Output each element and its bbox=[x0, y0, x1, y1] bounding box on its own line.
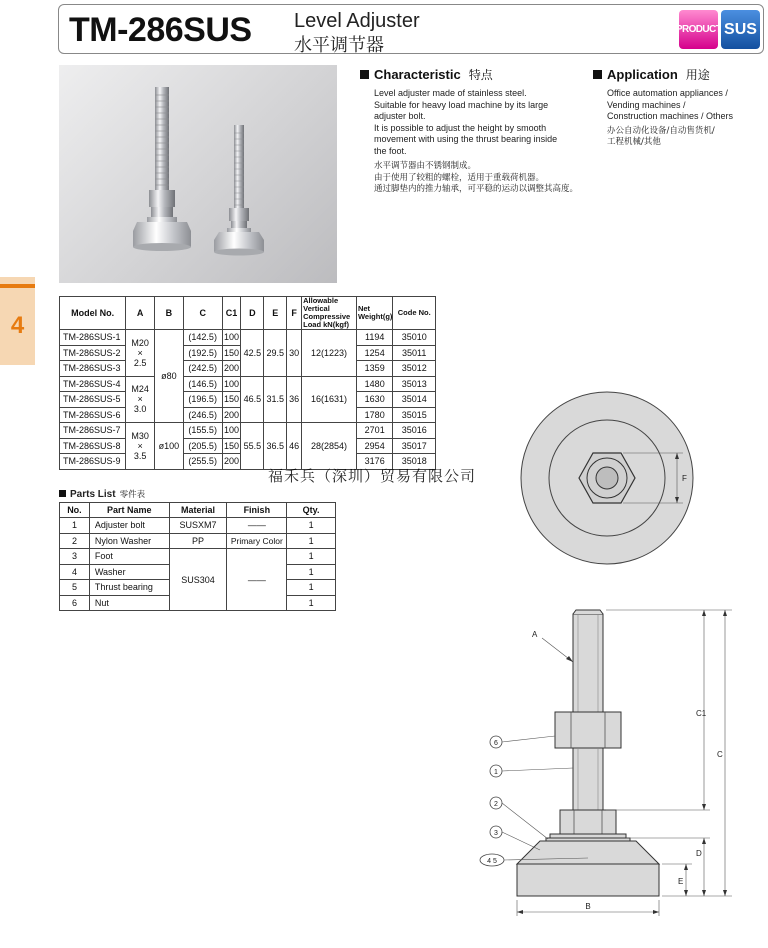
cell-c: (242.5) bbox=[183, 361, 222, 377]
table-row bbox=[60, 330, 436, 346]
characteristic-heading bbox=[360, 66, 493, 83]
col-a: A bbox=[126, 297, 155, 330]
cell-code: 35013 bbox=[393, 376, 436, 392]
col-load-line: Load kN(kgf) bbox=[303, 320, 349, 329]
cell-d: 46.5 bbox=[241, 376, 264, 423]
characteristic-line-cn: 由于使用了较粗的螺栓，适用于重载荷机器。 bbox=[374, 172, 545, 183]
cell-d: 42.5 bbox=[241, 330, 264, 377]
table-row bbox=[60, 533, 336, 549]
cell-c: (196.5) bbox=[183, 392, 222, 408]
cell-part-name: Adjuster bolt bbox=[89, 518, 169, 534]
cell-weight: 1480 bbox=[356, 376, 392, 392]
characteristic-heading-text: Characteristic bbox=[374, 67, 461, 82]
parts-header-row bbox=[60, 503, 336, 518]
cell-c: (246.5) bbox=[183, 407, 222, 423]
cell-weight: 1194 bbox=[356, 330, 392, 346]
watermark-text: 福禾兵（深圳）贸易有限公司 bbox=[268, 467, 477, 485]
characteristic-body bbox=[374, 88, 594, 196]
cell-d: 55.5 bbox=[241, 423, 264, 470]
product-badge: PRODUCT bbox=[679, 10, 718, 49]
cell-c: (205.5) bbox=[183, 438, 222, 454]
arrow-icon bbox=[566, 656, 573, 662]
col-weight-line: Weight(g) bbox=[357, 312, 393, 321]
bolt-chamfer bbox=[573, 610, 603, 614]
characteristic-line: adjuster bolt. bbox=[374, 111, 426, 121]
spec-header-row bbox=[60, 297, 436, 330]
application-heading bbox=[593, 66, 710, 83]
bullet-square-icon bbox=[593, 70, 602, 79]
cell-weight: 1359 bbox=[356, 361, 392, 377]
cell-part-name: Washer bbox=[89, 564, 169, 580]
characteristic-line: the foot. bbox=[374, 145, 407, 156]
callout-3-label: 3 bbox=[494, 830, 498, 837]
model-number: TM-286SUS bbox=[69, 11, 252, 49]
characteristic-line: Level adjuster made of stainless steel. bbox=[374, 88, 527, 98]
cell-a bbox=[126, 423, 155, 470]
bullet-square-icon bbox=[360, 70, 369, 79]
cell-weight: 1254 bbox=[356, 345, 392, 361]
cell-a-line: × bbox=[137, 440, 143, 451]
cell-f: 30 bbox=[287, 330, 302, 377]
cell-a-line: × bbox=[137, 394, 143, 405]
cell-model: TM-286SUS-6 bbox=[60, 407, 126, 423]
table-row bbox=[60, 423, 436, 439]
cell-weight: 2954 bbox=[356, 438, 392, 454]
cell-material: SUS304 bbox=[169, 549, 227, 611]
cell-model: TM-286SUS-2 bbox=[60, 345, 126, 361]
lower-nut-shape bbox=[560, 810, 616, 834]
arrow-up-icon bbox=[702, 838, 706, 844]
cell-model: TM-286SUS-9 bbox=[60, 454, 126, 470]
cell-qty: 1 bbox=[287, 533, 336, 549]
arrow-down-icon bbox=[684, 890, 688, 896]
col-load bbox=[302, 297, 357, 330]
col-load-line: Compressive bbox=[303, 312, 351, 321]
parts-table bbox=[59, 502, 336, 611]
cell-load: 12(1223) bbox=[302, 330, 357, 377]
parts-list-title-text: Parts List bbox=[70, 489, 116, 500]
cell-c1: 150 bbox=[222, 345, 241, 361]
cell-code: 35016 bbox=[393, 423, 436, 439]
arrow-right-icon bbox=[653, 910, 659, 914]
application-line-cn: 办公自动化设备/自动售货机/ bbox=[607, 125, 715, 136]
arrow-up-icon bbox=[723, 610, 727, 616]
cell-no: 2 bbox=[60, 533, 90, 549]
cell-f: 46 bbox=[287, 423, 302, 470]
table-row bbox=[60, 376, 436, 392]
dim-c1-label: C1 bbox=[696, 709, 707, 718]
cell-code: 35015 bbox=[393, 407, 436, 423]
leader-2 bbox=[502, 803, 548, 839]
cell-model: TM-286SUS-7 bbox=[60, 423, 126, 439]
col-no: No. bbox=[60, 503, 90, 518]
cell-c1: 100 bbox=[222, 423, 241, 439]
cell-part-name: Thrust bearing bbox=[89, 580, 169, 596]
callout-6-label: 6 bbox=[494, 740, 498, 747]
cell-c: (192.5) bbox=[183, 345, 222, 361]
cell-weight: 2701 bbox=[356, 423, 392, 439]
cell-no: 1 bbox=[60, 518, 90, 534]
application-body bbox=[607, 88, 767, 149]
cell-code: 35011 bbox=[393, 345, 436, 361]
dim-f-label: F bbox=[682, 474, 687, 483]
upper-nut-shape bbox=[555, 712, 621, 748]
parts-list-title-cn: 零件表 bbox=[119, 490, 146, 500]
cell-c1: 200 bbox=[222, 407, 241, 423]
col-d: D bbox=[241, 297, 264, 330]
cell-material: PP bbox=[169, 533, 227, 549]
arrow-down-icon bbox=[702, 890, 706, 896]
cell-finish: Primary Color bbox=[227, 533, 287, 549]
cell-c1: 200 bbox=[222, 454, 241, 470]
cell-no: 4 bbox=[60, 564, 90, 580]
cell-a bbox=[126, 330, 155, 377]
bullet-square-icon bbox=[59, 490, 66, 497]
cell-code: 35010 bbox=[393, 330, 436, 346]
cell-a-line: M30 bbox=[131, 430, 149, 441]
washer-shape bbox=[550, 834, 626, 838]
characteristic-line: It is possible to adjust the height by smooth bbox=[374, 122, 547, 133]
cell-model: TM-286SUS-4 bbox=[60, 376, 126, 392]
characteristic-line-cn: 通过脚垫内的推力轴承，可平稳的运动以调整其高度。 bbox=[374, 184, 579, 194]
cell-f: 36 bbox=[287, 376, 302, 423]
cell-c1: 150 bbox=[222, 392, 241, 408]
cell-qty: 1 bbox=[287, 580, 336, 596]
arrow-down-icon bbox=[702, 804, 706, 810]
cell-code: 35017 bbox=[393, 438, 436, 454]
col-code: Code No. bbox=[393, 297, 436, 330]
leader-6 bbox=[502, 736, 555, 742]
characteristic-line: movement with using the thrust bearing inside bbox=[374, 134, 558, 144]
col-part-name: Part Name bbox=[89, 503, 169, 518]
cell-c: (146.5) bbox=[183, 376, 222, 392]
col-finish: Finish bbox=[227, 503, 287, 518]
dim-b-label: B bbox=[585, 902, 591, 911]
dim-c-label: C bbox=[717, 750, 723, 759]
bolt-circle bbox=[596, 467, 618, 489]
dim-a-label: A bbox=[532, 630, 538, 639]
top-view-drawing bbox=[505, 390, 705, 580]
cell-b: ø80 bbox=[155, 330, 184, 423]
chapter-tab-bar bbox=[0, 284, 35, 288]
application-heading-text: Application bbox=[607, 67, 678, 82]
cell-a-line: 2.5 bbox=[133, 357, 147, 368]
col-load-line: Vertical bbox=[303, 304, 330, 313]
col-qty: Qty. bbox=[287, 503, 336, 518]
cell-c: (155.5) bbox=[183, 423, 222, 439]
cell-no: 6 bbox=[60, 595, 90, 611]
col-c1: C1 bbox=[222, 297, 241, 330]
arrow-up-icon bbox=[684, 864, 688, 870]
characteristic-heading-cn: 特点 bbox=[468, 68, 493, 82]
chapter-number: 4 bbox=[10, 312, 25, 339]
cell-weight: 3176 bbox=[356, 454, 392, 470]
arrow-down-icon bbox=[723, 890, 727, 896]
cell-qty: 1 bbox=[287, 518, 336, 534]
cell-a-line: × bbox=[137, 347, 143, 358]
sus-badge: SUS bbox=[721, 10, 760, 49]
cell-c1: 150 bbox=[222, 438, 241, 454]
side-view-drawing bbox=[470, 600, 768, 930]
cell-qty: 1 bbox=[287, 595, 336, 611]
col-weight bbox=[356, 297, 392, 330]
cell-model: TM-286SUS-8 bbox=[60, 438, 126, 454]
cell-c1: 100 bbox=[222, 330, 241, 346]
leader-1 bbox=[502, 768, 573, 771]
characteristic-line: Suitable for heavy load machine by its large bbox=[374, 99, 549, 110]
callout-1-label: 1 bbox=[494, 769, 498, 776]
cell-part-name: Nut bbox=[89, 595, 169, 611]
col-weight-line: Net bbox=[357, 304, 371, 313]
cell-model: TM-286SUS-3 bbox=[60, 361, 126, 377]
characteristic-line-cn: 水平调节器由不锈钢制成。 bbox=[374, 161, 477, 171]
col-model: Model No. bbox=[60, 297, 126, 330]
title-english: Level Adjuster bbox=[294, 10, 420, 32]
cell-e: 29.5 bbox=[264, 330, 287, 377]
foot-cone-shape bbox=[517, 841, 659, 864]
cell-e: 36.5 bbox=[264, 423, 287, 470]
product-photo bbox=[59, 65, 337, 283]
cell-c: (255.5) bbox=[183, 454, 222, 470]
cell-a-line: M20 bbox=[131, 337, 149, 348]
cell-a bbox=[126, 376, 155, 423]
callout-2-label: 2 bbox=[494, 801, 498, 808]
bolt-shape bbox=[573, 614, 603, 712]
cell-a-line: M24 bbox=[131, 384, 149, 395]
cell-part-name: Nylon Washer bbox=[89, 533, 169, 549]
cell-qty: 1 bbox=[287, 549, 336, 565]
cell-qty: 1 bbox=[287, 564, 336, 580]
col-c: C bbox=[183, 297, 222, 330]
cell-model: TM-286SUS-1 bbox=[60, 330, 126, 346]
cell-weight: 1630 bbox=[356, 392, 392, 408]
col-material: Material bbox=[169, 503, 227, 518]
dim-d-label: D bbox=[696, 849, 702, 858]
cell-code: 35014 bbox=[393, 392, 436, 408]
arrow-up-icon bbox=[702, 610, 706, 616]
application-line-cn: 工程机械/其他 bbox=[607, 137, 661, 147]
cell-part-name: Foot bbox=[89, 549, 169, 565]
cell-finish: —— bbox=[227, 549, 287, 611]
arrow-left-icon bbox=[517, 910, 523, 914]
cell-finish: —— bbox=[227, 518, 287, 534]
dim-e-label: E bbox=[678, 877, 684, 886]
cell-no: 3 bbox=[60, 549, 90, 565]
col-e: E bbox=[264, 297, 287, 330]
col-b: B bbox=[155, 297, 184, 330]
application-line: Construction machines / Others bbox=[607, 111, 734, 121]
bolt-lower-shape bbox=[573, 748, 603, 810]
application-line: Office automation appliances / bbox=[607, 88, 728, 98]
foot-base-shape bbox=[517, 864, 659, 896]
leader-3 bbox=[502, 832, 540, 850]
application-line: Vending machines / bbox=[607, 99, 686, 110]
table-row bbox=[60, 518, 336, 534]
cell-load: 16(1631) bbox=[302, 376, 357, 423]
cell-c1: 200 bbox=[222, 361, 241, 377]
application-heading-cn: 用途 bbox=[685, 68, 710, 82]
cell-model: TM-286SUS-5 bbox=[60, 392, 126, 408]
cell-a-line: 3.0 bbox=[133, 404, 147, 415]
leveler-photo-illustration bbox=[59, 65, 337, 283]
cell-a-line: 3.5 bbox=[133, 450, 147, 461]
cell-load: 28(2854) bbox=[302, 423, 357, 470]
cell-b: ø100 bbox=[155, 423, 184, 470]
cell-e: 31.5 bbox=[264, 376, 287, 423]
title-chinese: 水平调节器 bbox=[294, 35, 384, 56]
cell-c1: 100 bbox=[222, 376, 241, 392]
table-row bbox=[60, 549, 336, 565]
parts-list-title bbox=[59, 488, 145, 500]
col-load-line: Allowable bbox=[303, 296, 339, 305]
col-f: F bbox=[287, 297, 302, 330]
cell-weight: 1780 bbox=[356, 407, 392, 423]
spec-table bbox=[59, 296, 436, 470]
cell-code: 35012 bbox=[393, 361, 436, 377]
cell-no: 5 bbox=[60, 580, 90, 596]
callout-4-5-label: 4 5 bbox=[487, 858, 497, 865]
cell-material: SUSXM7 bbox=[169, 518, 227, 534]
header-bar bbox=[58, 4, 764, 54]
cell-code: 35018 bbox=[393, 454, 436, 470]
cell-c: (142.5) bbox=[183, 330, 222, 346]
